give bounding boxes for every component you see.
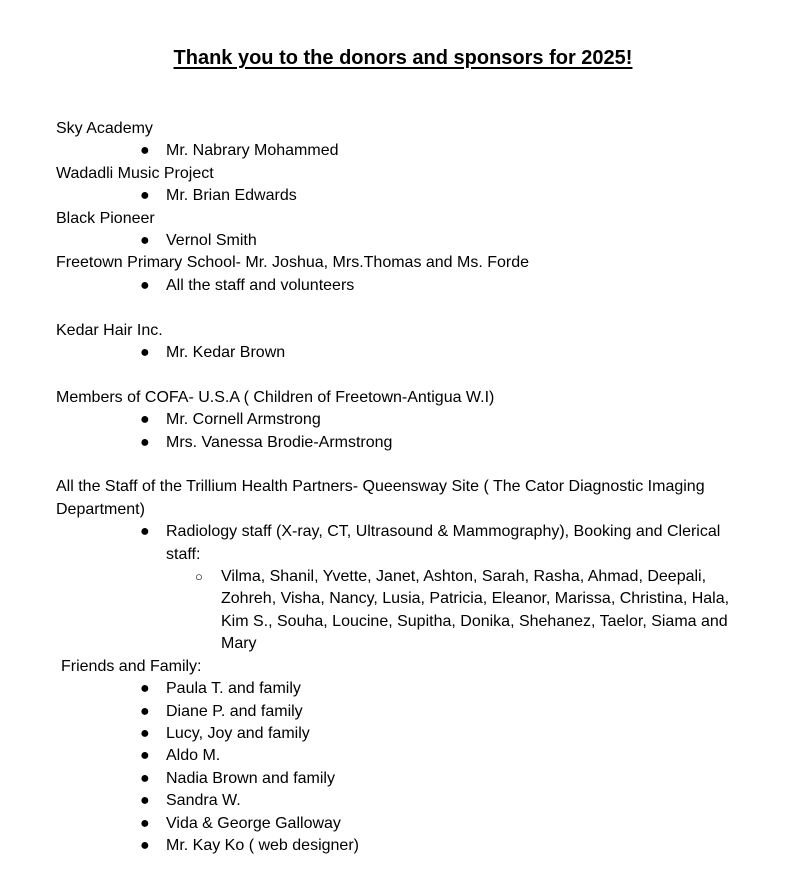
org-trillium-health-partners: All the Staff of the Trillium Health Partners- Queensway Site ( The Cator Diagnostic Imaging Department): [56, 478, 705, 518]
list-item: ● Sandra W.: [56, 790, 756, 812]
spacer: [56, 297, 756, 319]
org-black-pioneer: Black Pioneer: [56, 209, 155, 227]
org-wadadli-music-project: Wadadli Music Project: [56, 164, 214, 182]
org-cofa-list: [56, 409, 756, 454]
org-black-pioneer-list: [56, 230, 756, 252]
list-item: ● Aldo M.: [56, 745, 756, 767]
bullet-icon: ●: [140, 814, 150, 832]
org-cofa-usa: Members of COFA- U.S.A ( Children of Freetown-Antigua W.I): [56, 388, 495, 406]
list-item: ● Mrs. Vanessa Brodie-Armstrong: [56, 432, 756, 454]
list-item: ● Radiology staff (X-ray, CT, Ultrasound & Mammography), Booking and Clerical staff: ○ Vilma, Shanil, Yvette, Janet, Ashton, Sarah, Rasha, Ahmad, Deepali, Zohreh, Visha, Nancy, Lusia, Patricia, Eleanor, Marissa, Christina, Hala, Kim S., Souha, Loucine, Supitha, Donika, Shehanez, Taelor, Siama and Mary: [56, 521, 756, 655]
friends-and-family-heading: Friends and Family:: [61, 657, 202, 675]
org-trillium-list: [56, 521, 756, 655]
list-item: ○ Vilma, Shanil, Yvette, Janet, Ashton, Sarah, Rasha, Ahmad, Deepali, Zohreh, Visha, Nancy, Lusia, Patricia, Eleanor, Marissa, Christina, Hala, Kim S., Souha, Loucine, Supitha, Donika, Shehanez, Taelor, Siama and Mary: [195, 568, 730, 653]
bullet-icon: ●: [140, 232, 150, 250]
bullet-icon: ●: [140, 276, 150, 294]
bullet-icon: ●: [140, 702, 150, 720]
donor-list: [56, 118, 756, 857]
list-item: ● Mr. Brian Edwards: [56, 185, 756, 207]
org-wadadli-list: [56, 185, 756, 207]
bullet-icon: ●: [140, 747, 150, 765]
list-item: ● Nadia Brown and family: [56, 768, 756, 790]
bullet-icon: ●: [140, 187, 150, 205]
list-item: ● Paula T. and family: [56, 678, 756, 700]
list-item: ● Mr. Kedar Brown: [56, 342, 756, 364]
page-title: Thank you to the donors and sponsors for 2025!: [173, 47, 633, 69]
friends-and-family-list: [56, 678, 756, 857]
list-item: ● All the staff and volunteers: [56, 275, 756, 297]
org-kedar-hair: Kedar Hair Inc.: [56, 321, 163, 339]
bullet-icon: ●: [140, 344, 150, 362]
bullet-icon: ●: [140, 836, 150, 854]
bullet-icon: ●: [140, 724, 150, 742]
bullet-icon: ●: [140, 411, 150, 429]
org-kedar-list: [56, 342, 756, 364]
bullet-icon: ●: [140, 142, 150, 160]
org-freetown-list: [56, 275, 756, 297]
org-sky-academy: Sky Academy: [56, 120, 153, 137]
bullet-icon: ●: [140, 523, 150, 541]
list-item: ● Lucy, Joy and family: [56, 723, 756, 745]
spacer: [56, 454, 756, 476]
list-item: ● Vida & George Galloway: [56, 813, 756, 835]
bullet-icon: ●: [140, 433, 150, 451]
org-freetown-primary-school: Freetown Primary School- Mr. Joshua, Mrs.Thomas and Ms. Forde: [56, 254, 530, 272]
list-item: ● Mr. Kay Ko ( web designer): [56, 835, 756, 857]
bullet-icon: ●: [140, 680, 150, 698]
list-item: ● Diane P. and family: [56, 701, 756, 723]
list-item: ● Vernol Smith: [56, 230, 756, 252]
bullet-icon: ●: [140, 792, 150, 810]
spacer: [56, 364, 756, 386]
trillium-staff-names-list: [195, 566, 756, 656]
list-item: ● Mr. Nabrary Mohammed: [56, 140, 756, 162]
bullet-icon: ●: [140, 769, 150, 787]
org-sky-academy-list: [56, 140, 756, 162]
list-item: ● Mr. Cornell Armstrong: [56, 409, 756, 431]
circle-bullet-icon: ○: [195, 569, 203, 585]
